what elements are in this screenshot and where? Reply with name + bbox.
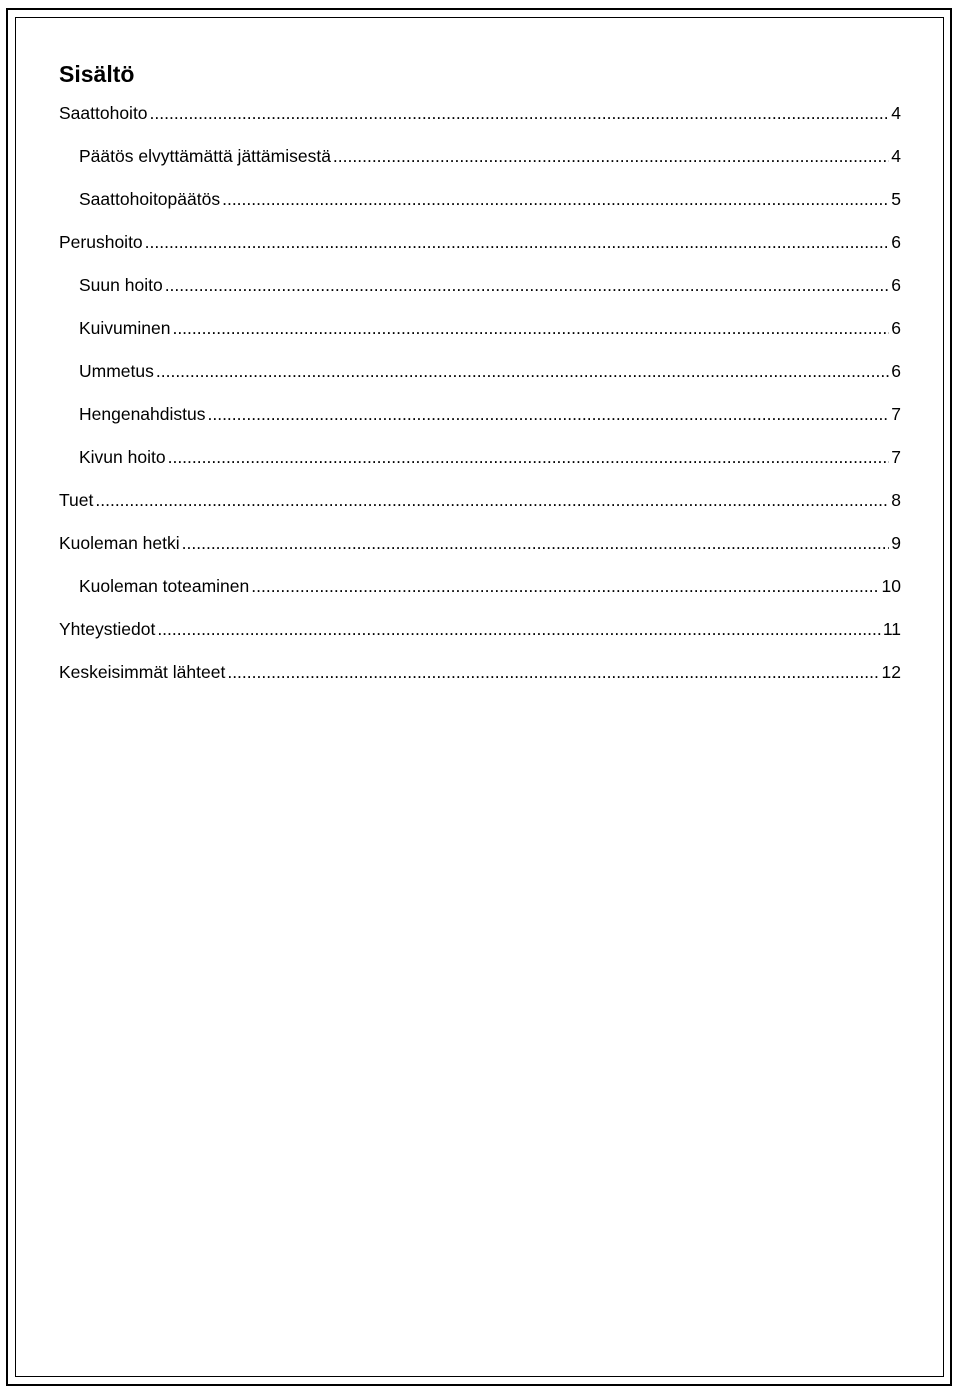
toc-entry-label: Yhteystiedot (59, 619, 156, 639)
toc-entry-label: Ummetus (79, 361, 154, 381)
toc-dot-leader (165, 274, 890, 296)
toc-dot-leader (251, 575, 879, 597)
toc-entry-suun-hoito[interactable] (59, 274, 901, 317)
toc-entry-label: Suun hoito (79, 275, 163, 295)
toc-page-number: 4 (891, 146, 901, 166)
toc-page-number: 9 (891, 533, 901, 553)
toc-entry-kuoleman-hetki[interactable] (59, 532, 901, 575)
toc-entry-kuoleman-toteaminen[interactable] (59, 575, 901, 618)
toc-entry-yhteystiedot[interactable] (59, 618, 901, 661)
toc-page-number: 8 (891, 490, 901, 510)
toc-dot-leader (172, 317, 889, 339)
toc-entry-label: Perushoito (59, 232, 143, 252)
toc-dot-leader (333, 145, 889, 167)
toc-entry-label: Kuoleman hetki (59, 533, 180, 553)
toc-dot-leader (156, 360, 889, 382)
toc-dot-leader (145, 231, 890, 253)
toc-entry-kivun-hoito[interactable] (59, 446, 901, 489)
toc-entry-ummetus[interactable] (59, 360, 901, 403)
toc-dot-leader (182, 532, 890, 554)
toc-entry-label: Kivun hoito (79, 447, 166, 467)
toc-dot-leader (157, 618, 881, 640)
toc-dot-leader (95, 489, 889, 511)
toc-entry-kuivuminen[interactable] (59, 317, 901, 360)
toc-page-number: 6 (891, 318, 901, 338)
toc-entry-tuet[interactable] (59, 489, 901, 532)
toc-page-number: 4 (891, 103, 901, 123)
toc-dot-leader (227, 661, 879, 683)
toc-entry-label: Tuet (59, 490, 94, 510)
toc-entry-saattohoito[interactable] (59, 102, 901, 145)
toc-entry-label: Saattohoitopäätös (79, 189, 221, 209)
toc-title: Sisältö (59, 61, 135, 87)
toc-entry-label: Keskeisimmät lähteet (59, 662, 226, 682)
toc-page-number: 10 (881, 576, 901, 596)
toc-dot-leader (207, 403, 889, 425)
toc-entry-label: Kuoleman toteaminen (79, 576, 250, 596)
toc-entry-hengenahdistus[interactable] (59, 403, 901, 446)
toc-entry-perushoito[interactable] (59, 231, 901, 274)
toc-dot-leader (150, 102, 890, 124)
toc-entry-saattohoitopaatos[interactable] (59, 188, 901, 231)
toc-page-number: 6 (891, 275, 901, 295)
toc-page-number: 11 (882, 619, 901, 639)
toc-dot-leader (222, 188, 889, 210)
toc-page-number: 12 (881, 662, 901, 682)
toc-page-number: 7 (891, 404, 901, 424)
toc-entry-label: Kuivuminen (79, 318, 171, 338)
toc-entry-paatos-elvyttamatta[interactable] (59, 145, 901, 188)
table-of-contents (59, 56, 901, 704)
toc-page-number: 7 (891, 447, 901, 467)
toc-page-number: 6 (891, 361, 901, 381)
toc-entry-label: Hengenahdistus (79, 404, 206, 424)
toc-entry-label: Päätös elvyttämättä jättämisestä (79, 146, 331, 166)
toc-entry-keskeisimmat-lahteet[interactable] (59, 661, 901, 704)
toc-dot-leader (168, 446, 890, 468)
toc-page-number: 6 (891, 232, 901, 252)
toc-entry-label: Saattohoito (59, 103, 148, 123)
toc-page-number: 5 (891, 189, 901, 209)
